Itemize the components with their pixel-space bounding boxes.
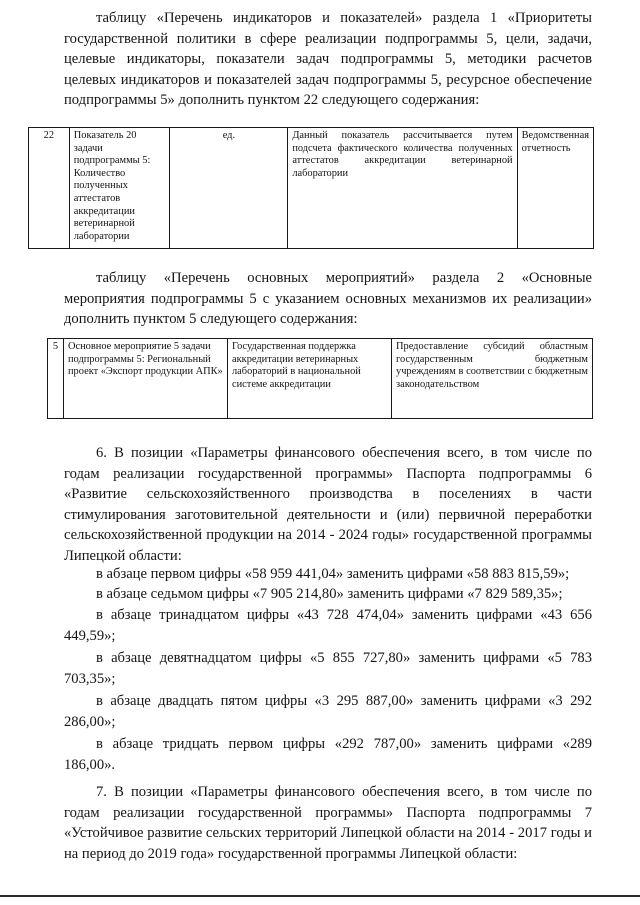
change-line: в абзаце тридцать первом цифры «292 787,00» заменить цифрами «289 186,00». — [64, 736, 592, 773]
item-6-text: 6. В позиции «Параметры финансового обеспечения всего, в том числе по годам реализации государственной программы» Паспорта подпрограммы 6 «Развитие сельскохозяйственного производства в поселениях в части стимулирования заготовительной деятельности и (или) первичной переработки сельскохозяйственной продукции на 2014 - 2024 годы» государственной программы Липецкой области: — [64, 445, 592, 564]
table-row — [29, 128, 594, 249]
section-intro-measures: таблицу «Перечень основных мероприятий» раздела 2 «Основные мероприятия подпрограммы 5 с указанием основных механизмов их реализации» дополнить пунктом 5 следующего содержания: — [64, 270, 592, 328]
change-line: в абзаце девятнадцатом цифры «5 855 727,80» заменить цифрами «5 783 703,35»; — [64, 650, 592, 687]
measures-table — [47, 338, 593, 419]
change-line: в абзаце седьмом цифры «7 905 214,80» заменить цифрами «7 829 589,35»; — [96, 586, 563, 602]
measure-name: Основное мероприятие 5 задачи подпрограммы 5: Региональный проект «Экспорт продукции АПК» — [64, 339, 228, 419]
page-bottom-rule — [0, 895, 640, 897]
change-line: в абзаце тринадцатом цифры «43 728 474,04» заменить цифрами «43 656 449,59»; — [64, 607, 592, 644]
table-row — [48, 339, 593, 419]
change-line: в абзаце двадцать пятом цифры «3 295 887,00» заменить цифрами «3 292 286,00»; — [64, 693, 592, 730]
unit-of-measure: ед. — [170, 128, 288, 249]
section-intro-indicators: таблицу «Перечень индикаторов и показателей» раздела 1 «Приоритеты государственной политики в сфере реализации подпрограммы 5, цели, задачи, целевые индикаторы, показатели задач подпрограммы 5, методики расчетов целевых индикаторов и показателей задач подпрограммы 5, ресурсное обеспечение подпрограммы 5» дополнить пунктом 22 следующего содержания: — [64, 10, 592, 109]
row-number: 22 — [29, 128, 70, 249]
data-source: Ведомственная отчетность — [517, 128, 593, 249]
support-description: Государственная поддержка аккредитации ветеринарных лабораторий в национальной системе аккредитации — [228, 339, 392, 419]
item-7-text: 7. В позиции «Параметры финансового обеспечения всего, в том числе по годам реализации государственной программы» Паспорта подпрограммы 7 «Устойчивое развитие сельских территорий Липецкой области на 2014 - 2017 годы и на период до 2019 года» государственной программы Липецкой области: — [64, 784, 592, 862]
indicators-table — [28, 127, 594, 249]
implementation-mechanism: Предоставление субсидий областным государственным бюджетным учреждениям в соответствии с бюджетным законодательством — [392, 339, 593, 419]
change-line: в абзаце первом цифры «58 959 441,04» заменить цифрами «58 883 815,59»; — [96, 566, 570, 582]
row-number: 5 — [48, 339, 64, 419]
calculation-method: Данный показатель рассчитывается путем подсчета фактического количества полученных аттестатов аккредитации ветеринарной лаборатории — [288, 128, 517, 249]
indicator-name: Показатель 20 задачи подпрограммы 5: Количество полученных аттестатов аккредитации ветеринарной лаборатории — [69, 128, 170, 249]
